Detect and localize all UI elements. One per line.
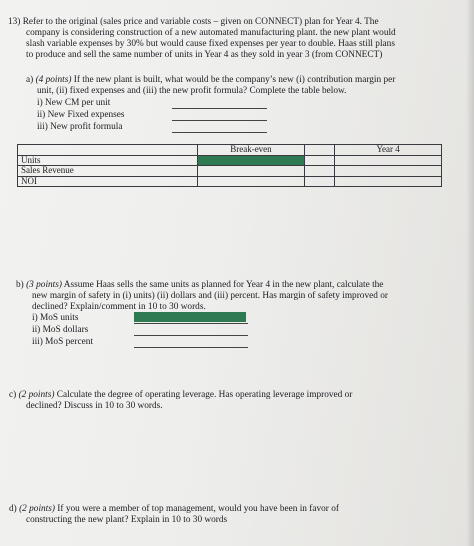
part-c-label: c) [9,390,17,400]
row-label-units: Units [18,155,198,166]
q13-line-3: slash variable expenses by 30% but would cause fixed expenses per year to double. Haas still plans [26,39,395,49]
answer-line-mos-units[interactable] [134,323,248,324]
part-d-text-1: If you were a member of top management, would you have been in favor of [54,504,339,514]
part-a-item-cm: i) New CM per unit [37,98,111,108]
part-d-line-2: constructing the new plant? Explain in 10 to 30 words [26,515,228,525]
cell-breakeven-sales[interactable] [197,166,305,177]
table-cell[interactable] [305,176,335,187]
highlight-mos-units [134,312,246,322]
table-cell[interactable] [305,166,335,177]
part-d-points: (2 points) [19,504,55,514]
part-b-line-2: new margin of safety in (i) units) (ii) dollars and (iii) percent. Has margin of safety improved or [32,291,388,301]
cell-breakeven-units[interactable] [197,155,305,166]
cell-year4-units[interactable] [335,155,442,166]
part-a-line-2: unit, (ii) fixed expenses and (iii) the new profit formula? Complete the table below. [37,86,347,96]
part-a-label: a) [26,75,34,85]
part-c-points: (2 points) [18,390,55,400]
part-a-line-1 [26,75,395,86]
table-row [18,155,442,166]
col-header-breakeven: Break-even [197,145,305,156]
q13-line-1: 13) Refer to the original (sales price and variable costs – given on CONNECT) plan for Year 4. The [8,17,379,27]
table-cell [18,145,198,156]
part-a-item-profit: iii) New profit formula [37,122,123,132]
col-header-year4: Year 4 [335,145,442,156]
table-cell[interactable] [305,155,335,166]
answer-line-profit[interactable] [172,132,267,133]
cell-year4-noi[interactable] [335,176,442,187]
part-b-line-3: declined? Explain/comment in 10 to 30 words. [32,302,206,312]
cell-year4-sales[interactable] [335,166,442,177]
table-cell [305,145,335,156]
answer-line-mos-dollars[interactable] [134,335,248,336]
part-c-line-2: declined? Discuss in 10 to 30 words. [26,401,163,411]
cell-breakeven-noi[interactable] [197,176,305,187]
answer-line-cm[interactable] [172,108,267,109]
table-header-row [18,145,442,156]
part-c-line-1 [9,390,352,401]
answer-line-fixed[interactable] [172,120,267,121]
part-b-label: b) [16,280,24,290]
row-label-noi: NOI [18,176,198,187]
part-b-item-dollars: ii) MoS dollars [32,325,89,335]
part-b-line-1 [16,280,383,291]
table-row [18,166,442,177]
part-d-label: d) [9,504,17,514]
q13-line-2: company is considering construction of a new automated manufacturing plant. the new plant would [26,28,396,38]
part-d-line-1 [9,504,339,515]
part-b-item-units: i) MoS units [32,313,79,323]
q13-line-4: to produce and sell the same number of units in Year 4 as they sold in year 3 (from CONNECT) [26,50,383,60]
row-label-sales-revenue: Sales Revenue [18,166,198,177]
part-c-text-1: Calculate the degree of operating leverage. Has operating leverage improved or [54,390,353,400]
part-a-item-fixed: ii) New Fixed expenses [37,110,125,120]
answer-line-mos-percent[interactable] [134,347,248,348]
breakeven-table [17,144,442,187]
part-b-points: (3 points) [26,280,62,290]
part-a-points: (4 points) [35,75,72,85]
part-a-text-1: If the new plant is built, what would be the company’s new (i) contribution margin per [71,75,396,85]
part-b-item-percent: iii) MoS percent [32,337,93,347]
table-row [18,176,442,187]
part-b-text-1: Assume Haas sells the same units as planned for Year 4 in the new plant, calculate the [61,280,384,290]
